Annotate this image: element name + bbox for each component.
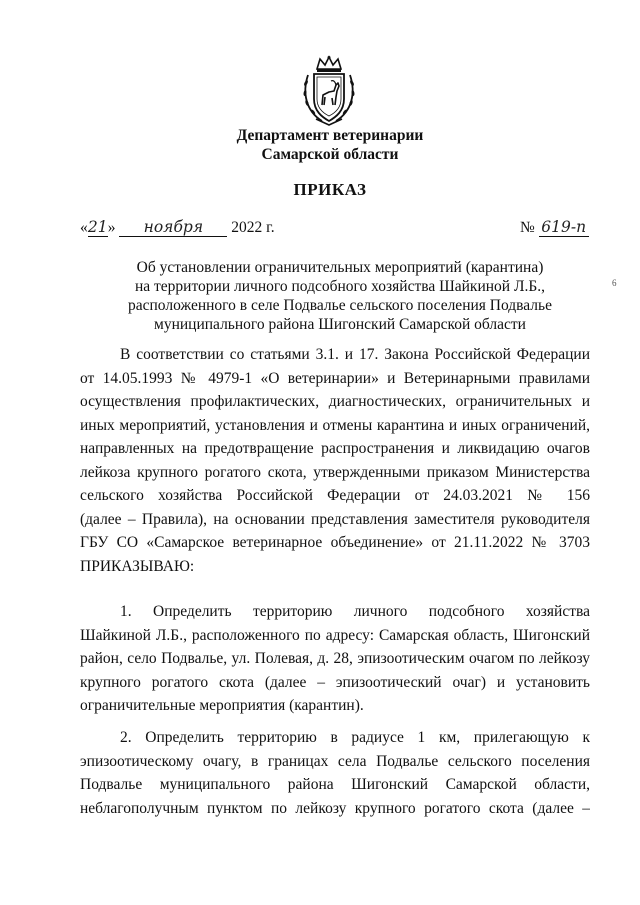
text-line: лейкоза крупного рогатого скота, утвержденными приказом Министерства [80,463,590,481]
text-line: ГБУ СО «Самарское ветеринарное объединение» от 21.11.2022 № 3703 [80,534,590,551]
document-title: ПРИКАЗ [293,180,367,199]
date-day: 21 [87,218,108,236]
department-line-2: Самарской области [261,146,399,163]
text-line: эпизоотическому очагу, в границах села Подвалье сельского поселения [80,752,590,770]
text-line: осуществления профилактических, диагностических, ограничительных и [80,393,590,410]
text-line: 2. Определить территорию в радиусе 1 км, прилегающую к [120,729,590,746]
order-number [520,218,589,237]
date-month: ноября [119,218,227,237]
text-line: неблагополучным пунктом по лейкозу крупного рогатого скота (далее – [80,799,590,817]
text-line: крупного рогатого скота (далее – эпизоотический очаг) и установить [80,673,590,691]
text-line: (далее – Правила), на основании представления заместителя руководителя [80,510,590,528]
subject-line: Об установлении ограничительных мероприятий (карантина) [136,259,544,276]
number-prefix: № [520,219,535,236]
subject-line: расположенного в селе Подвалье сельского поселения Подвалье [128,297,552,314]
number-value: 619-п [539,218,589,237]
text-line: Шайкиной Л.Б., расположенного по адресу: Самарская область, Шигонский [80,626,590,644]
preamble-paragraph [80,343,590,578]
text-line: ПРИКАЗЫВАЮ: [80,557,195,575]
clause-1-paragraph [80,600,590,718]
text-line: сельского хозяйства Российской Федерации от 24.03.2021 № 156 [80,487,590,504]
subject-line: муниципального района Шигонский Самарской области [154,316,526,333]
order-date [80,218,275,237]
date-year: 2022 г. [231,219,275,236]
date-close-quote: » [107,219,116,236]
department-name [0,126,640,164]
subject-line: на территории личного подсобного хозяйства Шайкиной Л.Б., [134,278,545,295]
text-line: иных мероприятий, установления и отмены карантина и иных ограничений, [80,416,590,434]
text-line: 1. Определить территорию личного подсобного хозяйства [120,603,590,620]
text-line: от 14.05.1993 № 4979-1 «О ветеринарии» и Ветеринарными правилами [80,369,590,387]
text-line: В соответствии со статьями 3.1. и 17. Закона Российской Федерации [120,346,590,363]
text-line: ограничительные мероприятия (карантин). [80,697,364,714]
date-open-quote: « [80,219,88,236]
text-line: направленных на предотвращение распространения и ликвидацию очагов [80,440,590,457]
clause-2-paragraph [80,726,590,820]
text-line: район, село Подвалье, ул. Полевая, д. 28, эпизоотическим очагом по лейкозу [80,650,590,667]
coat-of-arms-emblem [300,55,358,127]
text-line: Подвалье муниципального района Шигонский Самарской области, [80,776,590,793]
margin-mark: 6 [612,278,617,288]
order-subject [100,258,580,334]
department-line-1: Департамент ветеринарии [236,127,424,144]
